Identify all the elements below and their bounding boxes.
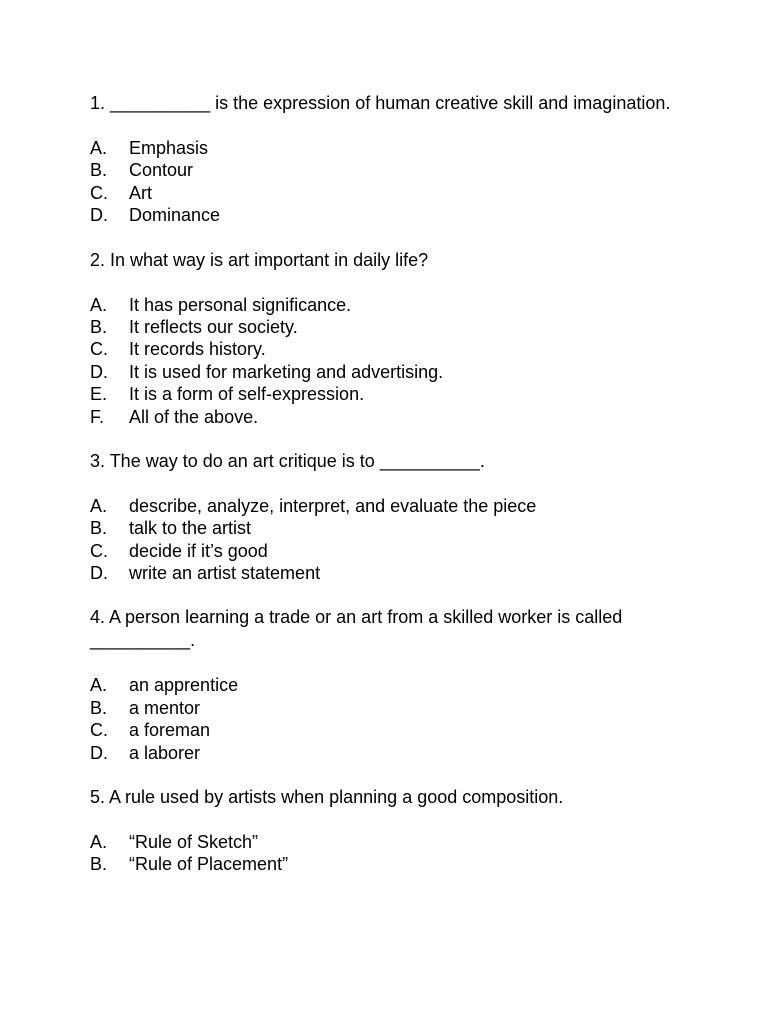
question-4 (90, 606, 690, 764)
option-letter: C. (90, 339, 108, 360)
answer-option (90, 853, 690, 875)
option-text: “Rule of Sketch” (129, 832, 259, 853)
question-text: 2. In what way is art important in daily life? (90, 249, 429, 270)
question-1 (90, 92, 690, 227)
answer-option (90, 495, 690, 517)
spacer (90, 428, 690, 450)
option-letter: B. (90, 697, 108, 718)
answer-option (90, 697, 690, 719)
option-text: Contour (129, 160, 194, 181)
option-text: decide if it’s good (129, 540, 268, 561)
option-letter: C. (90, 540, 108, 561)
answer-option (90, 742, 690, 764)
answer-option (90, 159, 690, 181)
option-text: It has personal significance. (129, 294, 352, 315)
option-text: It records history. (129, 339, 266, 360)
option-text: It reflects our society. (129, 316, 298, 337)
answer-option (90, 316, 690, 338)
option-text: It is a form of self-expression. (129, 384, 365, 405)
option-letter: A. (90, 294, 108, 315)
question-text: 1. __________ is the expression of human creative skill and imagination. (90, 93, 671, 113)
question-5 (90, 786, 690, 876)
option-text: talk to the artist (129, 518, 252, 539)
spacer (90, 764, 690, 786)
option-letter: C. (90, 720, 108, 741)
option-letter: B. (90, 518, 108, 539)
answer-option (90, 204, 690, 226)
option-text: an apprentice (129, 675, 239, 696)
answer-option (90, 338, 690, 360)
option-letter: A. (90, 138, 108, 158)
option-letter: D. (90, 361, 108, 382)
option-letter: D. (90, 205, 108, 226)
option-letter: F. (90, 406, 105, 427)
answer-option (90, 831, 690, 853)
answer-options (90, 137, 690, 227)
question-text: 3. The way to do an art critique is to __________. (90, 450, 485, 471)
option-text: describe, analyze, interpret, and evaluate the piece (129, 495, 537, 516)
option-text: All of the above. (129, 406, 259, 427)
spacer (90, 227, 690, 249)
answer-option (90, 719, 690, 741)
option-text: write an artist statement (129, 563, 321, 584)
option-text: Art (129, 182, 153, 203)
option-letter: C. (90, 182, 108, 203)
question-3 (90, 450, 690, 585)
option-letter: B. (90, 316, 108, 337)
answer-option (90, 674, 690, 696)
option-letter: A. (90, 495, 108, 516)
answer-option (90, 137, 690, 159)
option-text: “Rule of Placement” (129, 854, 289, 875)
spacer (90, 584, 690, 606)
answer-option (90, 562, 690, 584)
option-letter: D. (90, 742, 108, 763)
option-letter: A. (90, 832, 108, 853)
option-text: a laborer (129, 742, 201, 763)
answer-options (90, 674, 690, 764)
answer-option (90, 517, 690, 539)
option-letter: D. (90, 563, 108, 584)
option-text: Dominance (129, 205, 221, 226)
quiz-page (90, 92, 690, 876)
answer-options (90, 831, 690, 876)
option-text: a mentor (129, 697, 201, 718)
answer-option (90, 406, 690, 428)
option-text: a foreman (129, 720, 211, 741)
option-letter: E. (90, 384, 108, 405)
question-2 (90, 249, 690, 428)
question-text: 4. A person learning a trade or an art from a skilled worker is called __________. (90, 607, 628, 651)
answer-option (90, 540, 690, 562)
option-letter: A. (90, 675, 108, 696)
answer-option (90, 182, 690, 204)
question-text: 5. A rule used by artists when planning a good composition. (90, 787, 564, 808)
answer-options (90, 294, 690, 428)
option-letter: B. (90, 160, 108, 181)
answer-option (90, 383, 690, 405)
answer-options (90, 495, 690, 585)
option-letter: B. (90, 854, 108, 875)
option-text: Emphasis (129, 138, 209, 158)
answer-option (90, 361, 690, 383)
answer-option (90, 294, 690, 316)
option-text: It is used for marketing and advertising. (129, 361, 444, 382)
